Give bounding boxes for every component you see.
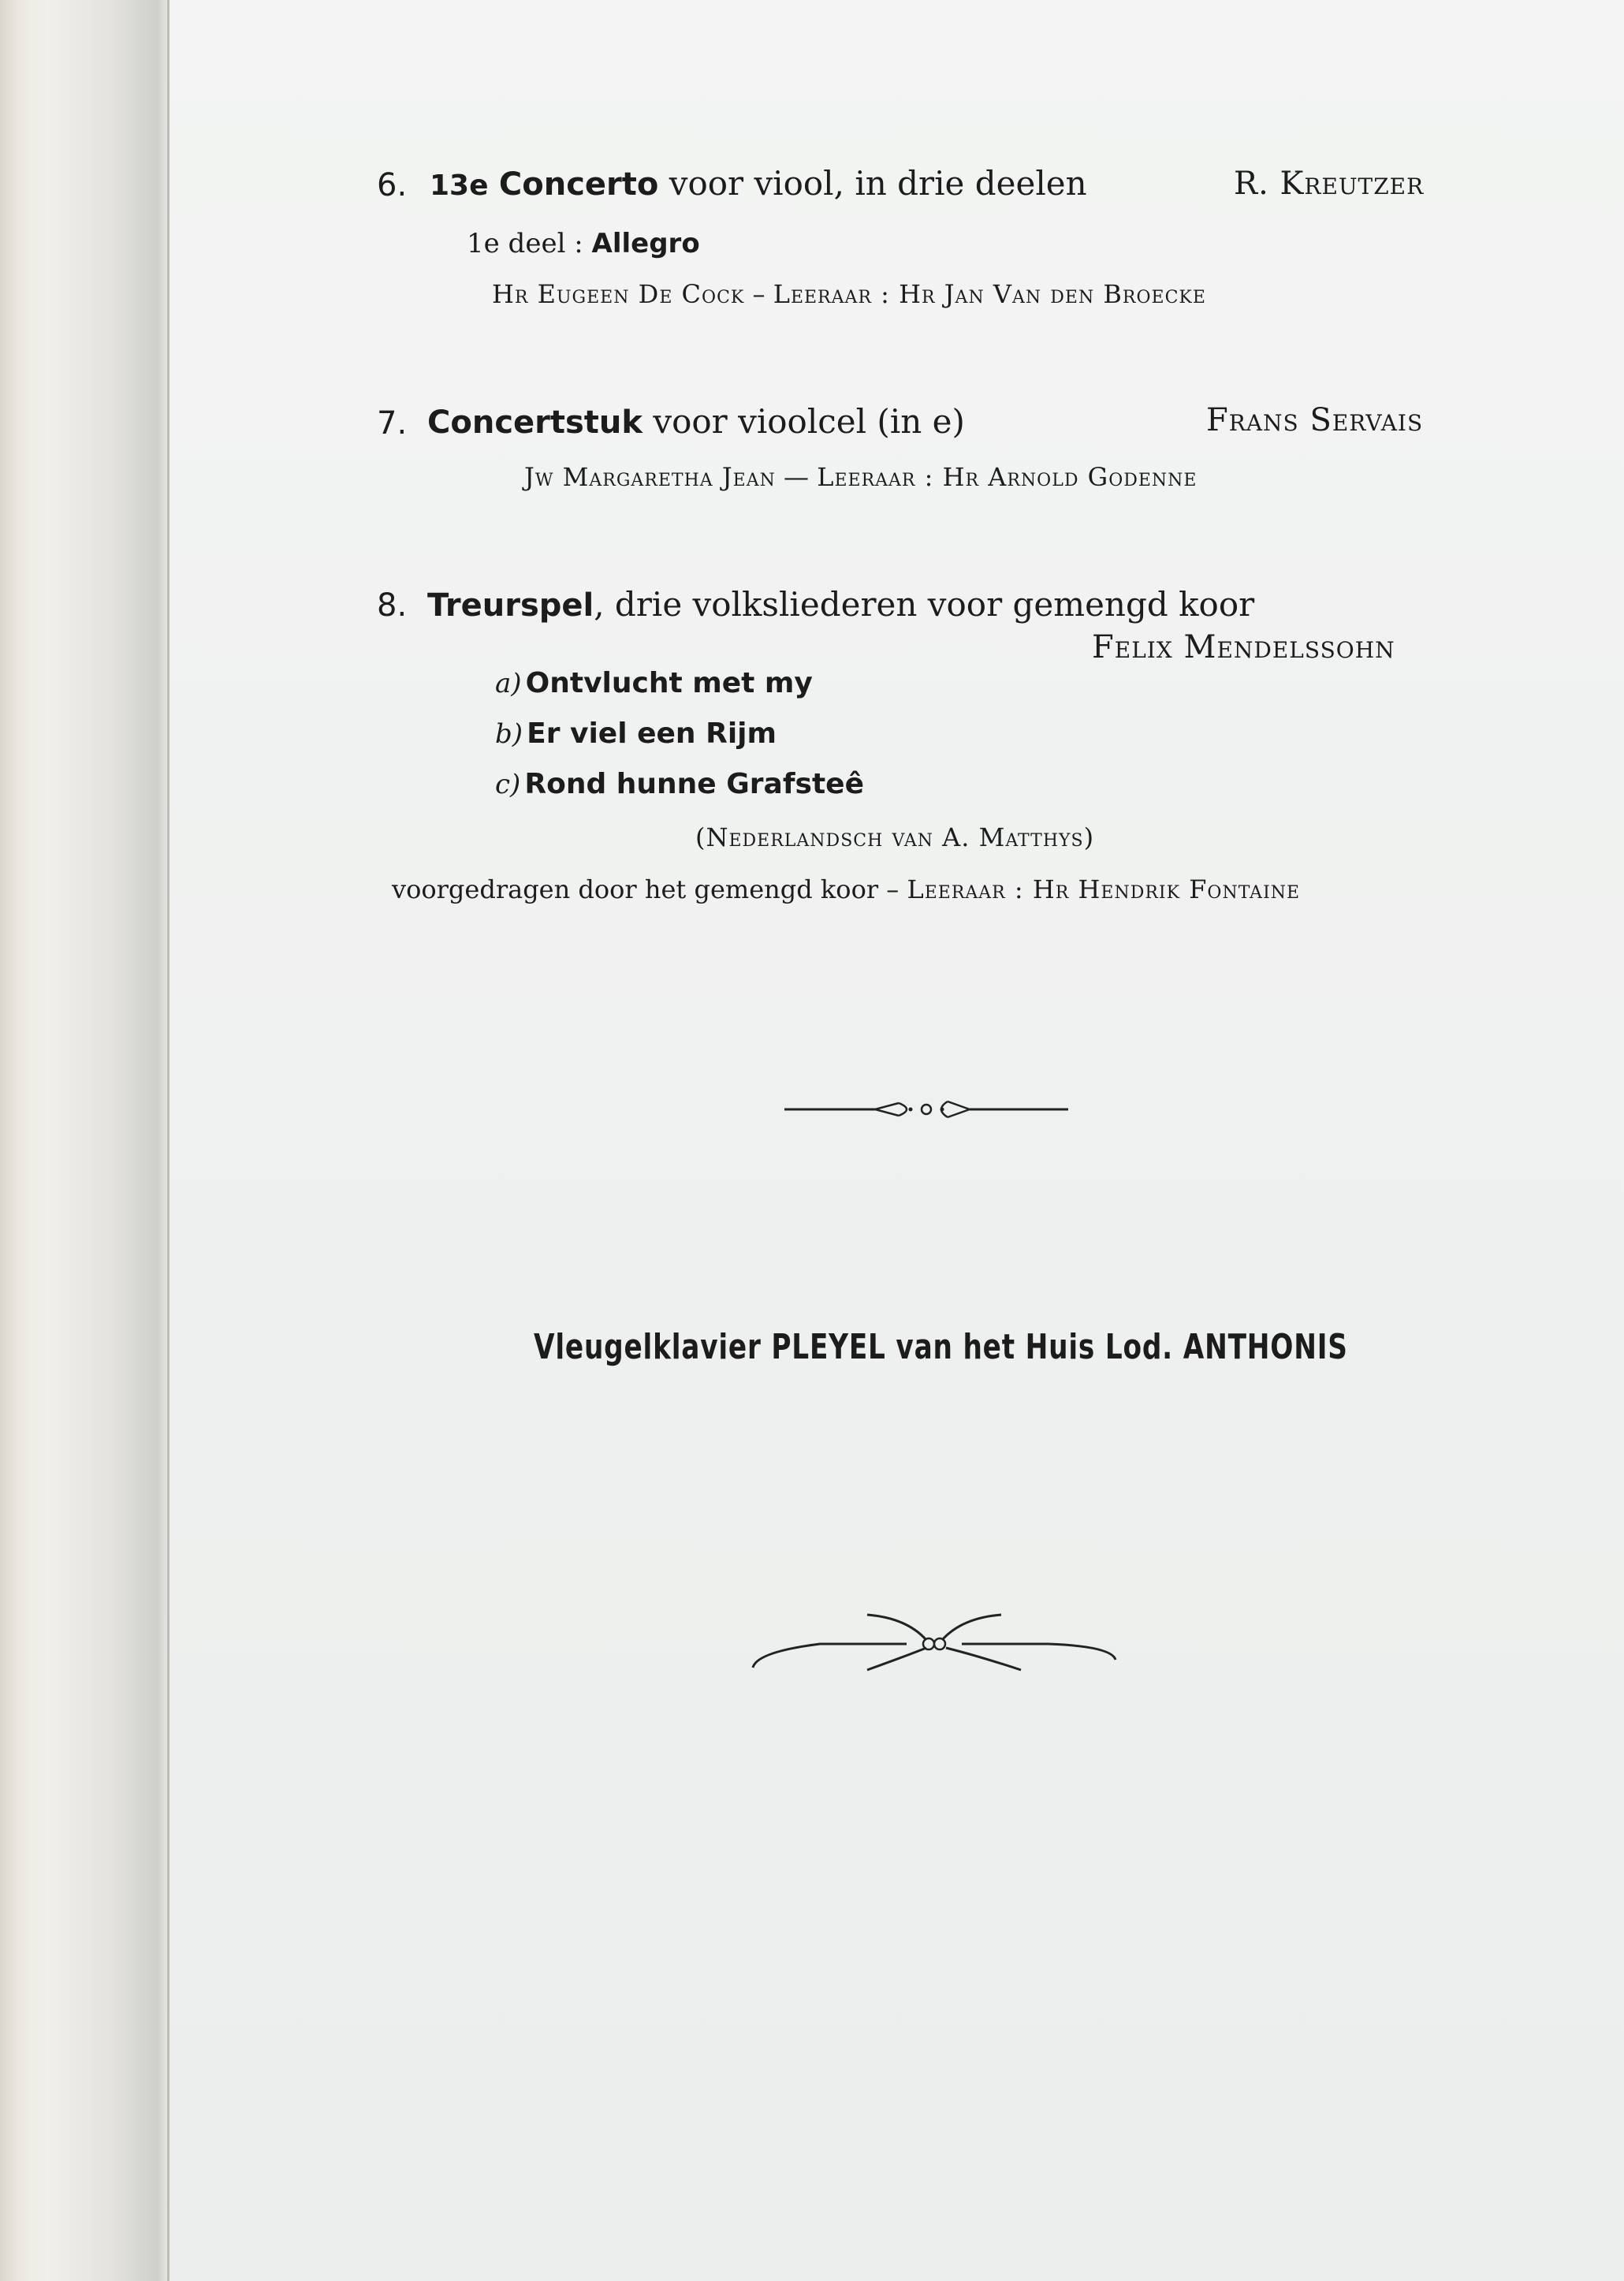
item-8-number: 8. — [377, 587, 408, 624]
item-7-title-bold: Concertstuk — [427, 404, 643, 441]
item-8-translation: (Nederlandsch van A. Matthys) — [695, 822, 1095, 852]
item-8-title-rest: , drie volksliederen voor gemengd koor — [594, 585, 1255, 624]
item-6-subtitle — [467, 228, 700, 259]
song-b-letter: b) — [495, 718, 523, 750]
item-6-title-bold: Concerto — [498, 166, 659, 203]
item-6-composer: R. Kreutzer — [1234, 166, 1425, 202]
footer-piano-credit: Vleugelklavier PLEYEL van het Huis Lod. ANTHONIS — [534, 1327, 1348, 1367]
item-7-title-rest: voor vioolcel (in e) — [653, 402, 965, 441]
item-7-performer: Jw Margaretha Jean — [524, 462, 776, 492]
song-c-title: Rond hunne Grafsteê — [524, 768, 864, 800]
book-gutter — [0, 0, 169, 2281]
item-8-credit — [392, 874, 1300, 904]
song-a-title: Ontvlucht met my — [525, 667, 813, 699]
song-a — [495, 667, 813, 699]
item-7-number: 7. — [377, 405, 408, 442]
item-6-number: 6. — [377, 167, 408, 203]
item-6-title-prefix: 13e — [430, 170, 489, 202]
item-7-composer: Frans Servais — [1206, 402, 1424, 438]
item-6-sub-prefix: 1e deel : — [467, 228, 583, 259]
item-7-separator: — — [784, 462, 810, 492]
divider-ornament-icon — [780, 1092, 1072, 1124]
song-c-letter: c) — [495, 769, 521, 800]
program-page — [169, 0, 1624, 2281]
flourish-ornament-icon — [749, 1608, 1119, 1679]
song-b-title: Er viel een Rijm — [527, 717, 777, 750]
item-8-separator: – — [886, 874, 900, 904]
item-6-title-rest: voor viool, in drie deelen — [669, 164, 1087, 203]
item-6-sub-bold: Allegro — [591, 228, 700, 259]
song-b — [495, 717, 777, 750]
item-6-teacher: Leeraar : Hr Jan Van den Broecke — [773, 279, 1206, 309]
item-8-teacher: Leeraar : Hr Hendrik Fontaine — [907, 874, 1301, 904]
song-a-letter: a) — [495, 668, 522, 699]
item-6-separator: – — [752, 279, 765, 309]
item-7-credit — [524, 462, 1198, 492]
item-8-composer: Felix Mendelssohn — [1092, 629, 1395, 665]
item-8-title-bold: Treurspel — [427, 587, 594, 624]
item-6-performer: Hr Eugeen De Cock — [492, 279, 745, 309]
item-7-title — [427, 402, 965, 441]
song-c — [495, 768, 864, 800]
item-6-title — [430, 164, 1087, 203]
item-8-performed-by: voorgedragen door het gemengd koor — [392, 874, 879, 904]
item-8-title — [427, 585, 1254, 624]
item-6-credit — [492, 279, 1206, 309]
item-7-teacher: Leeraar : Hr Arnold Godenne — [817, 462, 1198, 492]
